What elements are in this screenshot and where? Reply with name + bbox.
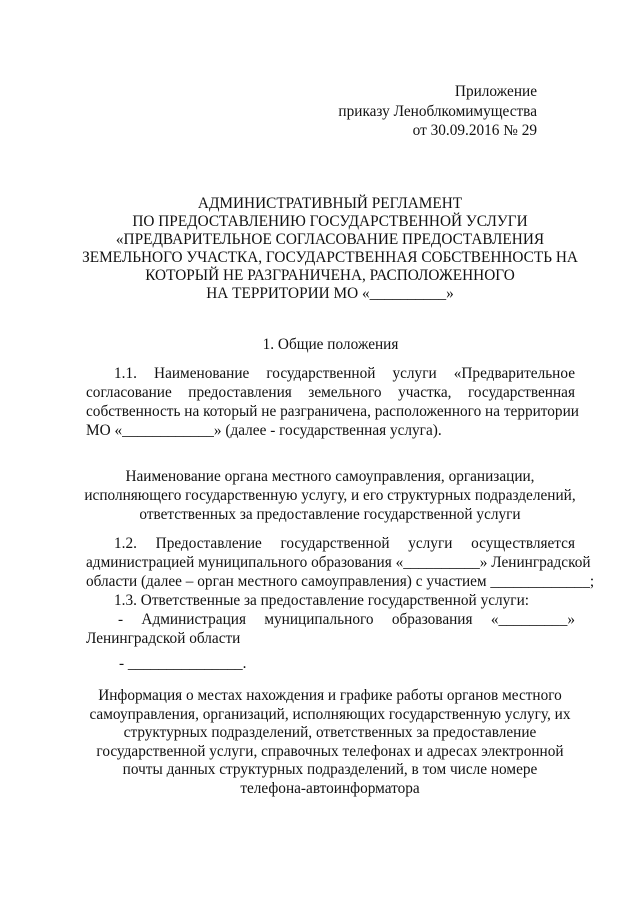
paragraph-line: 1.2. Предоставление государственной услуги осуществляется [114, 535, 575, 552]
paragraph-line: 1.1. Наименование государственной услуги «Предварительное [114, 365, 575, 382]
subheading-line: Наименование органа местного самоуправления, организации, [125, 468, 535, 485]
subheading-line: Информация о местах нахождения и графике работы органов местного [98, 687, 562, 704]
paragraph-line: МО «____________» (далее - государственная услуга). [86, 422, 442, 439]
subheading-line: телефона-автоинформатора [240, 779, 420, 797]
paragraph-line: области (далее – орган местного самоуправления) с участием _____________; [86, 573, 595, 590]
subheading-line: ответственных за предоставление государственной услуги [139, 506, 521, 523]
subheading-line: самоуправления, организаций, исполняющих государственную услугу, их [89, 705, 571, 723]
section-heading [86, 335, 575, 355]
paragraph-line: согласование предоставления земельного участка, государственная [86, 384, 575, 401]
list-item: - _______________. [119, 655, 247, 672]
paragraph-line: 1.3. Ответственные за предоставление государственной услуги: [114, 592, 530, 609]
title-line: «ПРЕДВАРИТЕЛЬНОЕ СОГЛАСОВАНИЕ ПРЕДОСТАВЛЕНИЯ [115, 231, 545, 248]
subheading-line: структурных подразделений, ответственных за предоставление [123, 724, 537, 741]
title-line: АДМИНИСТРАТИВНЫЙ РЕГЛАМЕНТ [197, 195, 463, 212]
list-item: - Администрация муниципального образования «_________» [118, 611, 575, 628]
subheading-organ [60, 467, 600, 524]
header-line: Приложение [454, 83, 537, 100]
document-title [60, 195, 600, 303]
paragraph-1-1 [86, 364, 579, 440]
paragraph-1-3 [86, 591, 575, 673]
title-line: НА ТЕРРИТОРИИ МО «__________» [206, 285, 454, 302]
subheading-line: почты данных структурных подразделений, в том числе номере [122, 761, 538, 778]
subheading-line: государственной услуги, справочных телефонах и адресах электронной [96, 742, 564, 760]
header-line: приказу Леноблкомимущества [338, 102, 537, 120]
list-item: Ленинградской области [86, 630, 241, 647]
header-line: от 30.09.2016 № 29 [412, 122, 537, 139]
paragraph-line: администрацией муниципального образования «__________» Ленинградской [86, 554, 591, 571]
subheading-information [60, 687, 600, 798]
title-line: КОТОРЫЙ НЕ РАЗГРАНИЧЕНА, РАСПОЛОЖЕННОГО [145, 267, 515, 284]
section-heading-text: 1. Общие положения [262, 336, 399, 353]
paragraph-line: собственность на который не разграничена, расположенного на территории [86, 403, 579, 420]
paragraph-1-2 [86, 534, 595, 591]
subheading-line: исполняющего государственную услугу, и его структурных подразделений, [84, 487, 576, 504]
title-line: ПО ПРЕДОСТАВЛЕНИЮ ГОСУДАРСТВЕННОЙ УСЛУГИ [132, 213, 528, 230]
title-line: ЗЕМЕЛЬНОГО УЧАСТКА, ГОСУДАРСТВЕННАЯ СОБСТВЕННОСТЬ НА [82, 249, 578, 266]
document-header [330, 82, 537, 141]
